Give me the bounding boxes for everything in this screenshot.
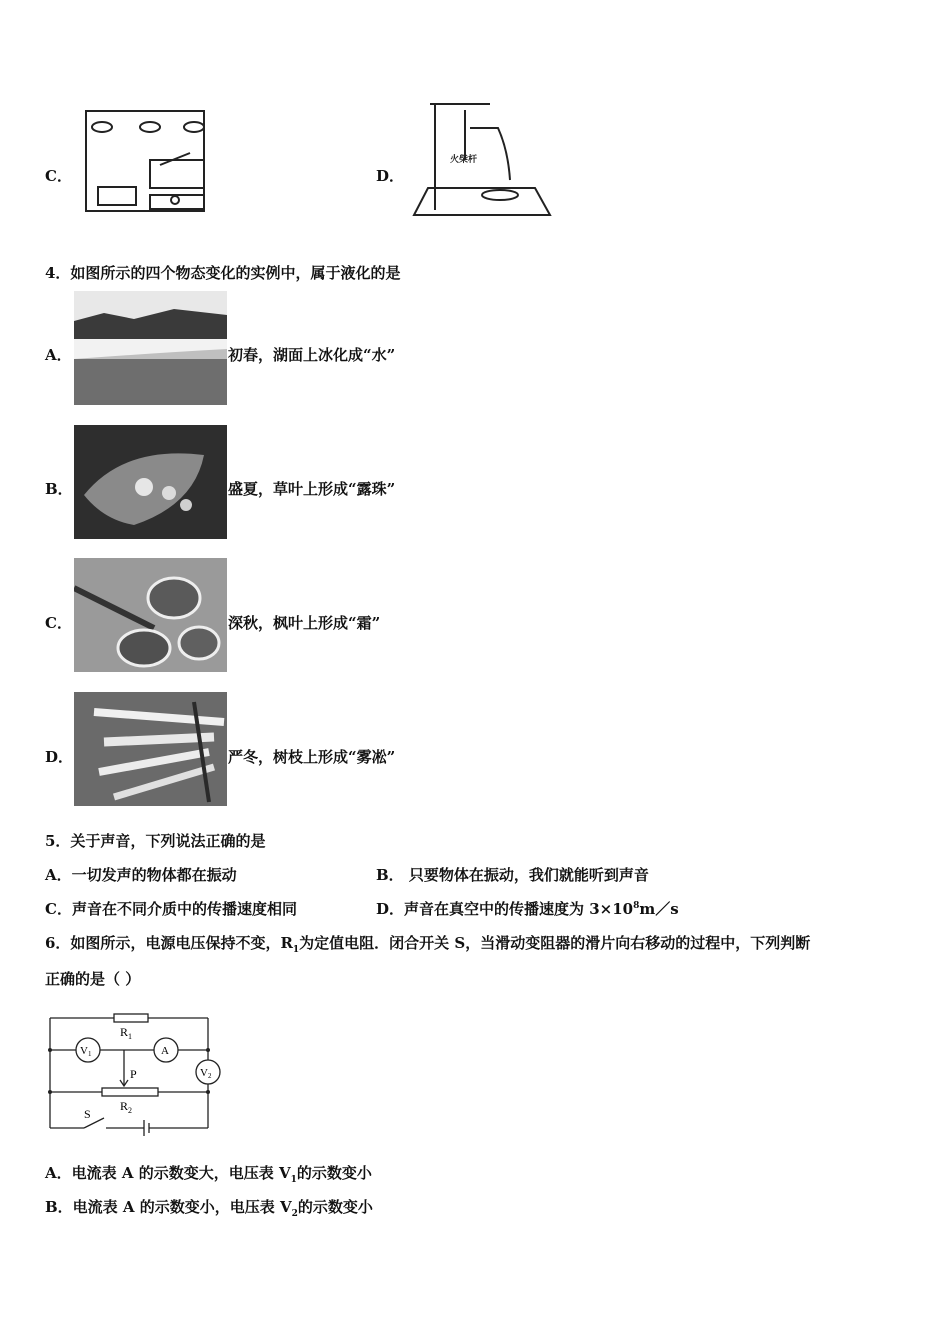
q6-circuit-diagram <box>40 1010 225 1140</box>
q6-switch-label: S <box>84 1107 91 1121</box>
q6-option-b: B．电流表 A 的示数变小，电压表 $V_2$的示数变小 <box>45 1198 373 1219</box>
q4-option-a-photo <box>74 291 227 405</box>
q5-option-a: A．一切发声的物体都在振动 <box>45 866 237 884</box>
q6-option-a: A．电流表 A 的示数变大，电压表 $V_1$的示数变小 <box>45 1164 372 1185</box>
q4-option-a-text: 初春，湖面上冰化成“水” <box>228 346 396 364</box>
q6-resistor-r2 <box>102 1088 158 1096</box>
svg-text:R1: $R_1$ <box>120 1025 133 1041</box>
q5-option-c: C．声音在不同介质中的传播速度相同 <box>45 900 297 918</box>
q4-question-text: 4．如图所示的四个物态变化的实例中，属于液化的是 <box>45 264 401 282</box>
q4-option-d-photo <box>74 692 227 806</box>
q4-option-d-label: D． <box>45 748 74 766</box>
svg-text:R2: $R_2$ <box>120 1099 133 1115</box>
q3-option-d-stand-figure <box>410 100 555 218</box>
q3-option-c-label: C． <box>45 167 72 185</box>
q3-option-d-label: D． <box>376 167 405 185</box>
q4-option-c-label: C． <box>45 614 72 632</box>
svg-text:V2: V2 <box>200 1067 212 1080</box>
q5-option-d: D．声音在真空中的传播速度为 $3\times 10^8m/s$ <box>376 900 679 918</box>
q5-question-text: 5．关于声音，下列说法正确的是 <box>45 832 266 850</box>
q6-slider-label: P <box>130 1067 137 1081</box>
q6-ammeter-label: A <box>161 1045 169 1057</box>
q5-option-b: B． 只要物体在振动，我们就能听到声音 <box>376 866 649 884</box>
q3-option-c-circuit-figure <box>80 105 220 217</box>
q3-option-d-figure-label: 火柴杆 <box>450 154 478 164</box>
q6-resistor-r1 <box>114 1014 148 1022</box>
q6-question-line-2: 正确的是（ ） <box>45 970 141 988</box>
q4-option-a-label: A． <box>45 346 72 364</box>
svg-text:V1: V1 <box>80 1045 92 1058</box>
q4-option-b-text: 盛夏，草叶上形成“露珠” <box>228 480 396 498</box>
q4-option-b-photo <box>74 425 227 539</box>
q4-option-b-label: B． <box>45 480 73 498</box>
q4-option-c-text: 深秋，枫叶上形成“霜” <box>228 614 381 632</box>
q4-option-d-text: 严冬，树枝上形成“雾凇” <box>228 748 396 766</box>
q6-question-line-1: 6．如图所示，电源电压保持不变，$R_1$为定值电阻．闭合开关 S，当滑动变阻器的滑片向右移动的过程中，下列判断 <box>45 934 811 955</box>
q4-option-c-photo <box>74 558 227 672</box>
